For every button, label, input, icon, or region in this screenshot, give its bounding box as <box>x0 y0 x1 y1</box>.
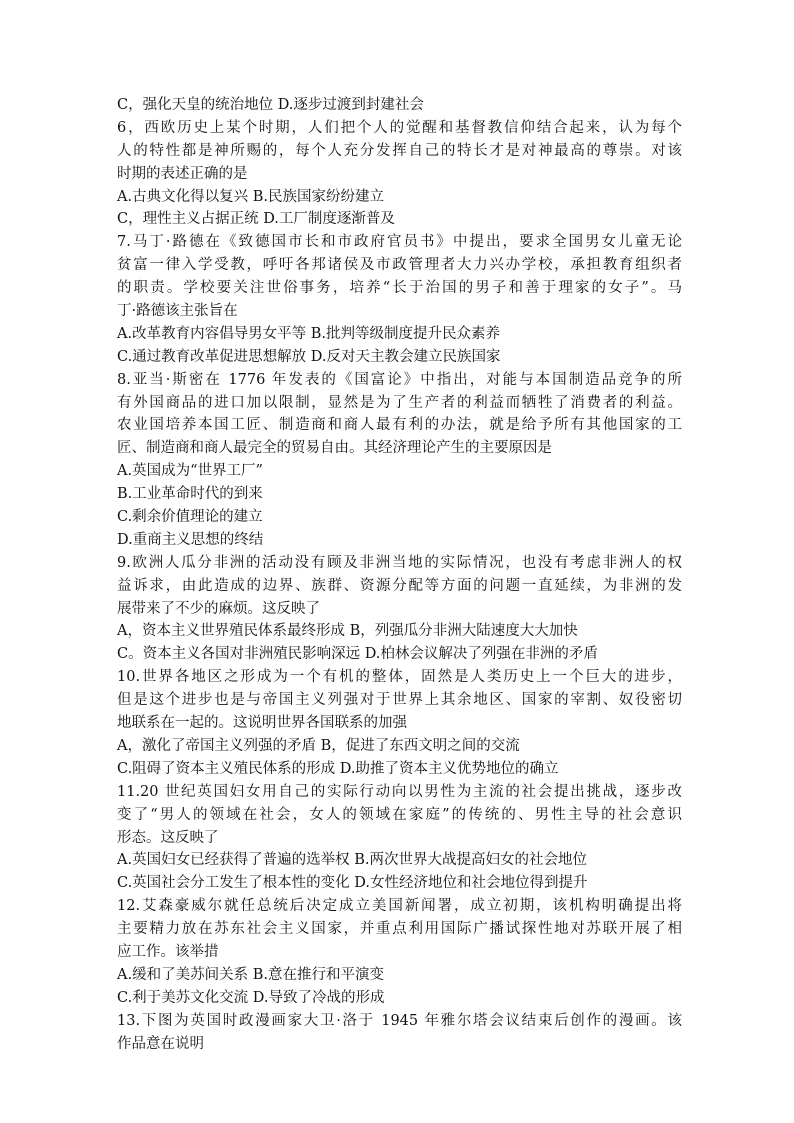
text-line: 丁·路德该主张旨在 <box>117 303 238 320</box>
text-line: 有外国商品的进口加以限制，显然是为了生产者的利益而牺牲了消费者的利益。 <box>117 394 682 411</box>
text-line: 形态。这反映了 <box>117 829 219 846</box>
text-line: 6，西欧历史上某个时期，人们把个人的觉醒和基督教信仰结合起来，认为每个 <box>117 119 682 136</box>
text-line: 主要精力放在苏东社会主义国家，并重点利用国际广播试探性地对苏联开展了相 <box>117 921 682 938</box>
text-line: A.英国妇女已经获得了普遍的选举权 B.两次世界大战提高妇女的社会地位 <box>117 852 587 869</box>
text-line: C.阻碍了资本主义殖民体系的形成 D.助推了资本主义优势地位的确立 <box>117 760 559 777</box>
text-line: 但是这个进步也是与帝国主义列强对于世界上其余地区、国家的宰割、奴役密切 <box>117 692 682 709</box>
text-line: 贫富一律入学受教，呼吁各邦诸侯及市政管理者大力兴办学校，承担教育组织者 <box>117 257 682 274</box>
text-line: 农业国培养本国工匠、制造商和商人最有利的办法，就是给予所有其他国家的工 <box>117 417 682 434</box>
text-line: C.英国社会分工发生了根本性的变化 D.女性经济地位和社会地位得到提升 <box>117 875 588 892</box>
text-line: C，理性主义占据正统 D.工厂制度逐渐普及 <box>117 211 395 228</box>
text-line: C。资本主义各国对非洲殖民影响深远 D.柏林会议解决了列强在非洲的矛盾 <box>117 646 598 663</box>
text-line: C，强化天皇的统治地位 D.逐步过渡到封建社会 <box>117 97 424 113</box>
text-line: 11.20 世纪英国妇女用自己的实际行动向以男性为主流的社会提出挑战，逐步改 <box>117 783 682 800</box>
document-page <box>117 94 682 1055</box>
text-line: 地联系在一起的。这说明世界各国联系的加强 <box>117 715 407 732</box>
text-line: 匠、制造商和商人最完全的贸易自由。其经济理论产生的主要原因是 <box>117 440 552 457</box>
text-line: 10.世界各地区之形成为一个有机的整体，固然是人类历史上一个巨大的进步， <box>117 669 682 686</box>
text-line: 9.欧洲人瓜分非洲的活动没有顾及非洲当地的实际情况，也没有考虑非洲人的权 <box>117 554 682 571</box>
text-line: 的职责。学校要关注世俗事务，培养“长于治国的男子和善于理家的女子”。马 <box>117 280 682 297</box>
text-line: C.利于美苏文化交流 D.导致了冷战的形成 <box>117 989 385 1006</box>
text-line: 应工作。该举措 <box>117 943 219 960</box>
text-line: 13.下图为英国时政漫画家大卫·洛于 1945 年雅尔塔会议结束后创作的漫画。该 <box>117 1012 682 1029</box>
text-line: D.重商主义思想的终结 <box>117 531 264 548</box>
text-line: A，资本主义世界殖民体系最终形成 B，列强瓜分非洲大陆速度大大加快 <box>117 623 578 640</box>
text-line: A.改革教育内容倡导男女平等 B.批判等级制度提升民众素养 <box>117 325 500 342</box>
text-line: C.剩余价值理论的建立 <box>117 509 263 526</box>
text-line: A.英国成为“世界工厂” <box>117 463 263 480</box>
text-line: 8.亚当·斯密在 1776 年发表的《国富论》中指出，对能与本国制造品竞争的所 <box>117 371 682 388</box>
text-line: A.古典文化得以复兴 B.民族国家纷纷建立 <box>117 188 384 205</box>
text-line: 展带来了不少的麻烦。这反映了 <box>117 600 320 617</box>
text-line: 人的特性都是神所赐的，每个人充分发挥自己的特长才是对神最高的尊崇。对该 <box>117 142 682 159</box>
text-line: 时期的表述正确的是 <box>117 165 248 182</box>
text-line: C.通过教育改革促进思想解放 D.反对天主教会建立民族国家 <box>117 348 501 365</box>
text-line: B.工业革命时代的到来 <box>117 486 263 503</box>
text-line: A.缓和了美苏间关系 B.意在推行和平演变 <box>117 966 384 983</box>
text-line: 益诉求，由此造成的边界、族群、资源分配等方面的问题一直延续，为非洲的发 <box>117 577 682 594</box>
text-line: 变了“男人的领域在社会，女人的领域在家庭”的传统的、男性主导的社会意识 <box>117 806 682 823</box>
text-line: A，激化了帝国主义列强的矛盾 B，促进了东西文明之间的交流 <box>117 737 520 754</box>
text-line: 作品意在说明 <box>117 1035 204 1052</box>
text-line: 7.马丁·路德在《致德国市长和市政府官员书》中提出，要求全国男女儿童无论 <box>117 234 682 251</box>
text-line: 12.艾森豪威尔就任总统后决定成立美国新闻署，成立初期，该机构明确提出将 <box>117 898 682 915</box>
